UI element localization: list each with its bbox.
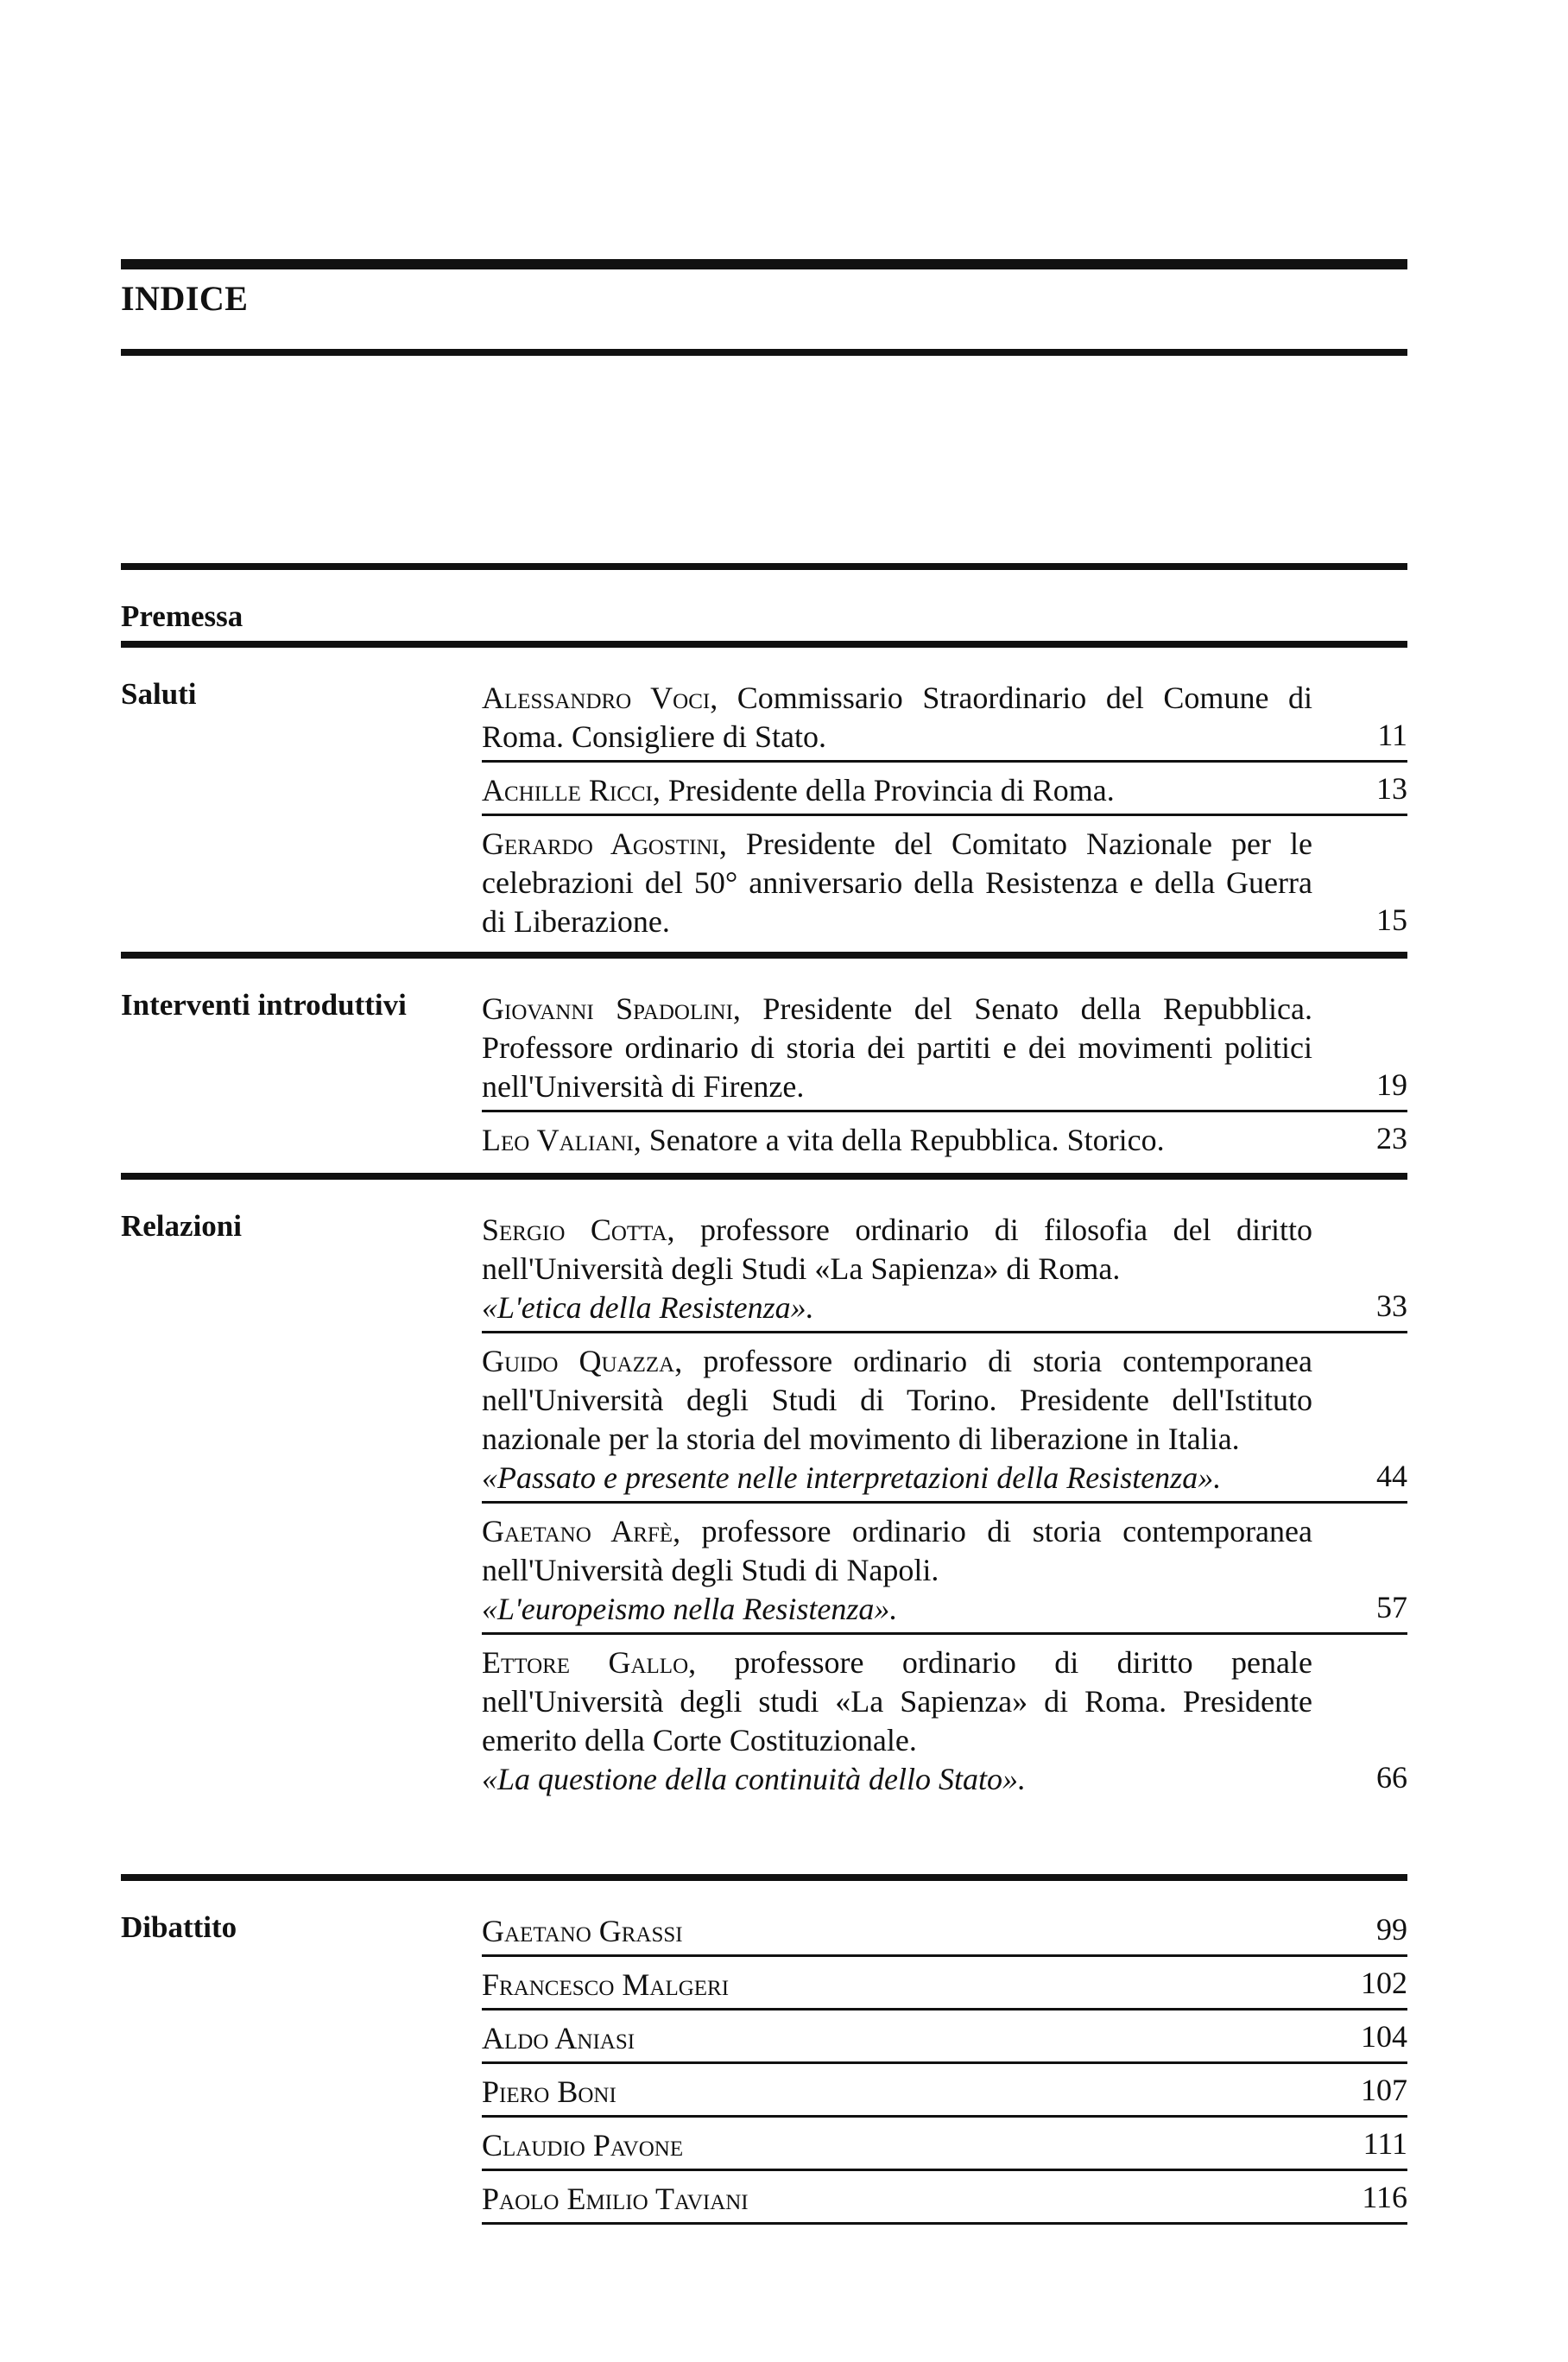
entry-author: Gaetano Arfè	[482, 1514, 673, 1548]
entry-text	[482, 771, 1312, 810]
entry-page-number: 23	[1376, 1121, 1407, 1156]
entry-author: Alessandro Voci	[482, 681, 711, 715]
entry-desc: , professore ordinario di filosofia del diritto nell'Università degli Studi «La Sapienza» di Roma.	[482, 1213, 1313, 1286]
title-top-rule	[121, 259, 1407, 269]
toc-entry[interactable]	[482, 771, 1407, 816]
entry-text	[482, 1342, 1312, 1459]
entry-page-number: 107	[1361, 2073, 1407, 2107]
toc-entry[interactable]	[482, 679, 1407, 763]
entry-author: Francesco Malgeri	[482, 1967, 730, 2002]
section-rule	[121, 641, 1407, 648]
entry-desc: , Senatore a vita della Repubblica. Storico.	[633, 1123, 1165, 1157]
entry-page-number: 11	[1377, 718, 1407, 752]
section-rule	[121, 1874, 1407, 1881]
entry-author: Gerardo Agostini	[482, 826, 719, 861]
entry-text	[482, 1966, 1312, 2004]
entry-page-number: 57	[1376, 1590, 1407, 1624]
entry-text	[482, 679, 1312, 757]
section-label: Relazioni	[121, 1209, 242, 1243]
entry-text	[482, 1121, 1312, 1160]
entry-list	[482, 1211, 1407, 1811]
entry-page-number: 15	[1376, 902, 1407, 937]
entry-author: Gaetano Grassi	[482, 1914, 683, 1948]
toc-entry[interactable]	[482, 1512, 1407, 1635]
entry-list	[482, 990, 1407, 1172]
entry-page-number: 102	[1361, 1966, 1407, 2000]
entry-author: Ettore Gallo	[482, 1645, 689, 1680]
entry-author: Paolo Emilio Taviani	[482, 2182, 749, 2216]
entry-text	[482, 1643, 1312, 1760]
entry-author: Aldo Aniasi	[482, 2021, 635, 2055]
toc-entry[interactable]	[482, 2180, 1407, 2225]
entry-author: Guido Quazza	[482, 1344, 675, 1378]
toc-entry[interactable]	[482, 1121, 1407, 1163]
section-label: Premessa	[121, 599, 243, 633]
entry-title: «Passato e presente nelle interpretazioni della Resistenza».	[482, 1460, 1222, 1495]
entry-author: Claudio Pavone	[482, 2128, 684, 2163]
toc-entry[interactable]	[482, 1211, 1407, 1333]
toc-entry[interactable]	[482, 1342, 1407, 1504]
entry-text	[482, 1912, 1312, 1951]
entry-desc: , professore ordinario di storia contemporanea nell'Università degli Studi di Torino. Presidente dell'Istituto nazionale per la storia del movimento di liberazione in Italia.	[482, 1344, 1312, 1456]
entry-text	[482, 1211, 1312, 1289]
toc-entry[interactable]	[482, 990, 1407, 1112]
section-label: Interventi introduttivi	[121, 988, 407, 1022]
entry-page-number: 19	[1376, 1067, 1407, 1102]
section-label: Saluti	[121, 677, 197, 711]
entry-desc: , Presidente del Comitato Nazionale per le celebrazioni del 50° anniversario della Resistenza e della Guerra di Liberazione.	[482, 826, 1312, 939]
entry-list	[482, 1912, 1407, 2233]
entry-text	[482, 2180, 1312, 2219]
entry-page-number: 99	[1376, 1912, 1407, 1947]
entry-desc: , Presidente della Provincia di Roma.	[652, 773, 1115, 807]
toc-entry[interactable]	[482, 2073, 1407, 2118]
entry-desc: , Commissario Straordinario del Comune di Roma. Consigliere di Stato.	[482, 681, 1312, 754]
entry-author: Giovanni Spadolini	[482, 991, 733, 1026]
entry-page-number: 33	[1376, 1289, 1407, 1323]
entry-page-number: 111	[1363, 2126, 1407, 2161]
section-rule	[121, 1173, 1407, 1180]
entry-list	[482, 679, 1407, 953]
toc-entry[interactable]	[482, 2126, 1407, 2171]
entry-desc: , professore ordinario di storia contemporanea nell'Università degli Studi di Napoli.	[482, 1514, 1312, 1587]
entry-desc: , Presidente del Senato della Repubblica. Professore ordinario di storia dei partiti e dei movimenti politici nell'Università di Firenze.	[482, 991, 1312, 1104]
entry-author: Piero Boni	[482, 2074, 616, 2109]
entry-page-number: 66	[1376, 1760, 1407, 1795]
title-bottom-rule	[121, 349, 1407, 356]
entry-page-number: 44	[1376, 1459, 1407, 1493]
entry-text	[482, 2126, 1312, 2165]
entry-text	[482, 825, 1312, 941]
toc-entry[interactable]	[482, 1912, 1407, 1957]
entry-author: Achille Ricci	[482, 773, 653, 807]
page-title: INDICE	[121, 279, 249, 318]
entry-text	[482, 990, 1312, 1106]
entry-title: «L'europeismo nella Resistenza».	[482, 1592, 898, 1626]
section-rule	[121, 952, 1407, 959]
entry-text	[482, 2073, 1312, 2112]
toc-entry[interactable]	[482, 1643, 1407, 1802]
entry-author: Sergio Cotta	[482, 1213, 667, 1247]
entry-page-number: 116	[1362, 2180, 1407, 2214]
toc-entry[interactable]	[482, 2019, 1407, 2064]
entry-title: «La questione della continuità dello Stato».	[482, 1762, 1026, 1796]
toc-entry[interactable]	[482, 1966, 1407, 2011]
entry-desc: , professore ordinario di diritto penale nell'Università degli studi «La Sapienza» di Roma. Presidente emerito della Corte Costituzionale.	[482, 1645, 1312, 1757]
entry-author: Leo Valiani	[482, 1123, 634, 1157]
entry-title: «L'etica della Resistenza».	[482, 1290, 814, 1325]
section-label: Dibattito	[121, 1910, 237, 1944]
entry-text	[482, 2019, 1312, 2058]
entry-text	[482, 1512, 1312, 1590]
entry-page-number: 104	[1361, 2019, 1407, 2054]
section-rule	[121, 563, 1407, 570]
entry-page-number: 13	[1376, 771, 1407, 806]
toc-entry[interactable]	[482, 825, 1407, 945]
